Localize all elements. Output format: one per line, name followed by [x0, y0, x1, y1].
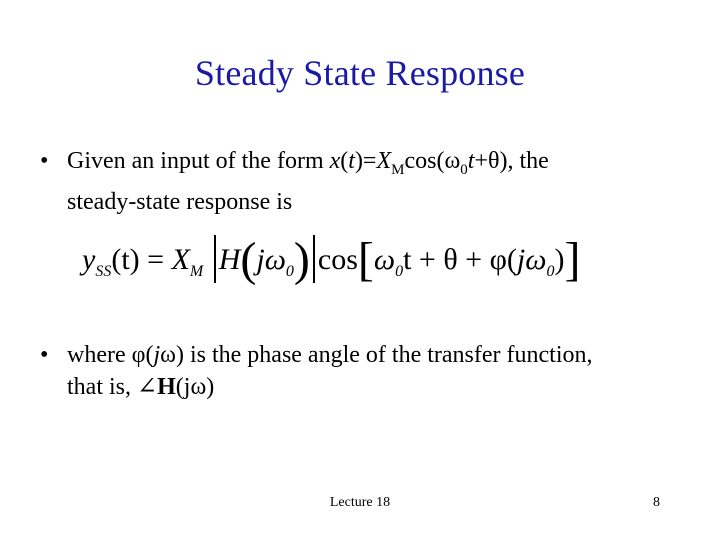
abs-bar-left [214, 235, 216, 283]
bullet-text: Given an input of the form $x(t)=X_M\cos(\omega_0t+\theta)$, the steady-state response is [67, 148, 549, 215]
footer-lecture-label: Lecture 18 [329, 495, 391, 510]
bullet-dot: • [40, 148, 49, 174]
footer-page-number: 8 [653, 495, 660, 510]
abs-bar-right [313, 235, 315, 283]
bullet-phase-angle [40, 339, 700, 403]
bullet-dot: • [40, 342, 49, 368]
bullet-text: where φ(jω) is the phase angle of the transfer function, that is, ∠H(jω) [67, 342, 593, 400]
steady-state-equation: $y_{SS}(t) = X_M$ $H(j\omega_0) \cos[\omega_0t + \theta + \varphi(j\omega_0)]$ [82, 233, 581, 286]
slide-title: Steady State Response [194, 53, 526, 93]
bullet-input-form [40, 145, 700, 218]
